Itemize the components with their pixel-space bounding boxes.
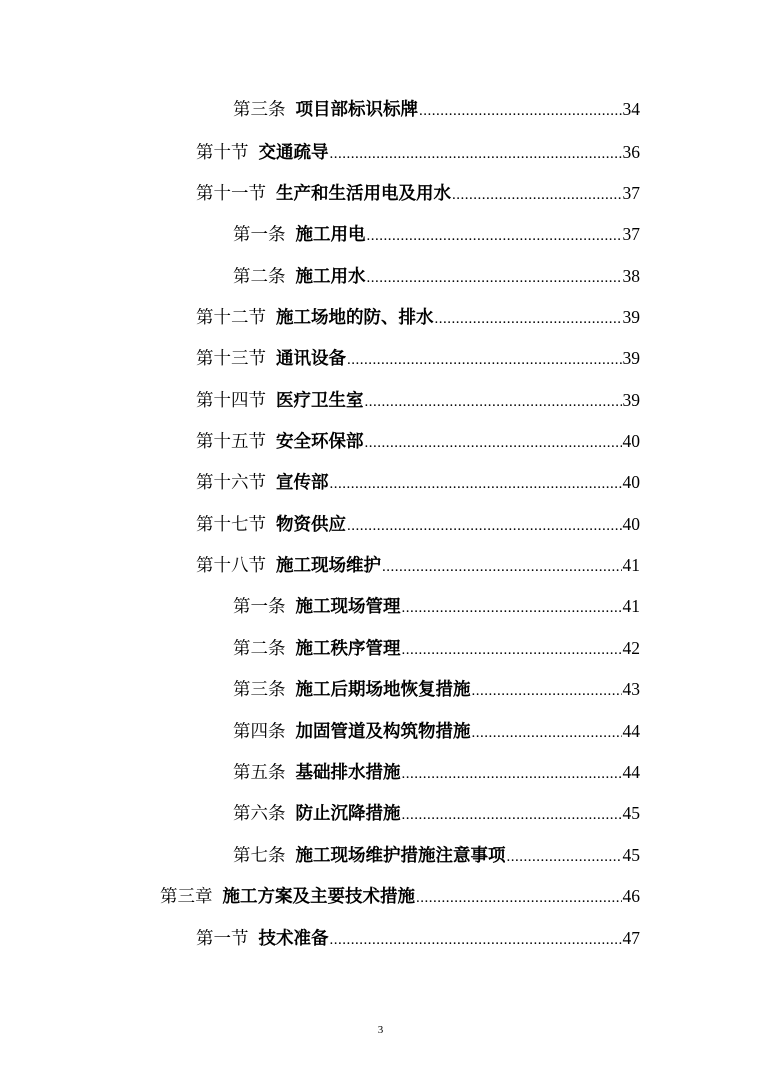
toc-entry[interactable] [233, 97, 640, 121]
toc-entry-number: 第十四节 [196, 391, 266, 411]
toc-entry[interactable] [196, 305, 640, 329]
toc-entry[interactable] [160, 884, 640, 908]
toc-entry-title: 施工现场维护措施注意事项 [295, 846, 506, 866]
toc-entry-number: 第三条 [233, 680, 286, 700]
toc-entry[interactable] [196, 388, 640, 412]
toc-entry-title: 基础排水措施 [295, 763, 401, 783]
toc-entry-title: 施工方案及主要技术措施 [222, 887, 415, 907]
toc-entry-page: 41 [622, 555, 640, 575]
toc-entry-title: 施工用水 [295, 267, 366, 287]
toc-entry[interactable] [196, 181, 640, 205]
dot-leader [330, 472, 622, 496]
toc-entry-title: 防止沉降措施 [295, 804, 401, 824]
toc-entry-number: 第十二节 [196, 308, 266, 328]
toc-entry[interactable] [233, 719, 640, 743]
dot-leader [472, 679, 622, 703]
dot-leader [402, 638, 622, 662]
toc-entry[interactable] [233, 760, 640, 784]
toc-entry-title: 医疗卫生室 [276, 391, 364, 411]
dot-leader [347, 514, 622, 538]
toc-entry[interactable] [233, 677, 640, 701]
toc-entry-number: 第二条 [233, 267, 286, 287]
toc-entry-number: 第六条 [233, 804, 286, 824]
toc-entry-title: 物资供应 [276, 515, 346, 535]
toc-entry-page: 37 [622, 183, 640, 203]
toc-entry-title: 施工秩序管理 [295, 639, 401, 659]
toc-entry-number: 第十一节 [196, 184, 266, 204]
dot-leader [402, 596, 622, 620]
toc-entry-title: 施工场地的防、排水 [276, 308, 434, 328]
toc-entry-number: 第五条 [233, 763, 286, 783]
toc-entry-number: 第一节 [196, 929, 249, 949]
toc-entry-title: 加固管道及构筑物措施 [295, 722, 471, 742]
toc-entry-page: 45 [622, 845, 640, 865]
toc-entry-page: 38 [622, 266, 640, 286]
dot-leader [367, 224, 622, 248]
toc-entry-title: 通讯设备 [276, 349, 346, 369]
toc-entry[interactable] [196, 553, 640, 577]
toc-entry-number: 第十六节 [196, 473, 266, 493]
dot-leader [452, 183, 622, 207]
toc-entry-number: 第三条 [233, 100, 286, 120]
toc-entry-page: 42 [622, 638, 640, 658]
toc-entry-number: 第四条 [233, 722, 286, 742]
toc-entry[interactable] [233, 843, 640, 867]
toc-entry[interactable] [233, 264, 640, 288]
toc-entry-page: 43 [622, 679, 640, 699]
toc-entry[interactable] [233, 594, 640, 618]
toc-entry[interactable] [196, 140, 640, 164]
toc-entry-page: 40 [622, 472, 640, 492]
toc-entry-page: 34 [622, 99, 640, 119]
toc-entry[interactable] [196, 926, 640, 950]
dot-leader [347, 348, 622, 372]
toc-entry-page: 40 [622, 514, 640, 534]
dot-leader [330, 928, 622, 952]
toc-entry-number: 第一条 [233, 597, 286, 617]
toc-entry-page: 40 [622, 431, 640, 451]
toc-entry-title: 施工现场维护 [276, 556, 381, 576]
toc-entry-page: 47 [622, 928, 640, 948]
toc-entry-number: 第十五节 [196, 432, 266, 452]
toc-entry-title: 技术准备 [258, 929, 329, 949]
dot-leader [507, 845, 622, 869]
toc-entry-page: 39 [622, 390, 640, 410]
dot-leader [365, 390, 622, 414]
toc-entry-page: 44 [622, 762, 640, 782]
toc-entry[interactable] [196, 512, 640, 536]
toc-entry-title: 安全环保部 [276, 432, 364, 452]
toc-entry-number: 第十节 [196, 143, 249, 163]
toc-entry-number: 第十八节 [196, 556, 266, 576]
toc-entry-title: 宣传部 [276, 473, 329, 493]
toc-entry-number: 第二条 [233, 639, 286, 659]
toc-entry-page: 44 [622, 721, 640, 741]
dot-leader [472, 721, 622, 745]
dot-leader [402, 762, 622, 786]
dot-leader [367, 266, 622, 290]
toc-entry[interactable] [196, 470, 640, 494]
toc-entry-title: 施工现场管理 [295, 597, 401, 617]
toc-entry-number: 第一条 [233, 225, 286, 245]
toc-entry-number: 第十三节 [196, 349, 266, 369]
page-number: 3 [377, 1024, 384, 1036]
toc-entry-number: 第三章 [160, 887, 213, 907]
toc-entry-page: 41 [622, 596, 640, 616]
toc-entry-page: 37 [622, 224, 640, 244]
toc-entry-page: 45 [622, 803, 640, 823]
toc-entry[interactable] [233, 636, 640, 660]
dot-leader [365, 431, 622, 455]
toc-entry-title: 施工用电 [295, 225, 366, 245]
dot-leader [330, 142, 622, 166]
toc-entry-page: 39 [622, 348, 640, 368]
dot-leader [416, 886, 622, 910]
toc-entry-title: 施工后期场地恢复措施 [295, 680, 471, 700]
dot-leader [419, 99, 622, 123]
toc-entry-number: 第十七节 [196, 515, 266, 535]
toc-entry-page: 39 [622, 307, 640, 327]
dot-leader [382, 555, 622, 579]
dot-leader [435, 307, 622, 331]
toc-entry-title: 交通疏导 [258, 143, 329, 163]
toc-entry-title: 项目部标识标牌 [295, 100, 418, 120]
toc-entry-number: 第七条 [233, 846, 286, 866]
toc-entry[interactable] [233, 222, 640, 246]
toc-entry[interactable] [233, 801, 640, 825]
toc-entry[interactable] [196, 346, 640, 370]
dot-leader [402, 803, 622, 827]
toc-entry-page: 36 [622, 142, 640, 162]
toc-entry-title: 生产和生活用电及用水 [276, 184, 451, 204]
toc-entry[interactable] [196, 429, 640, 453]
toc-entry-page: 46 [622, 886, 640, 906]
